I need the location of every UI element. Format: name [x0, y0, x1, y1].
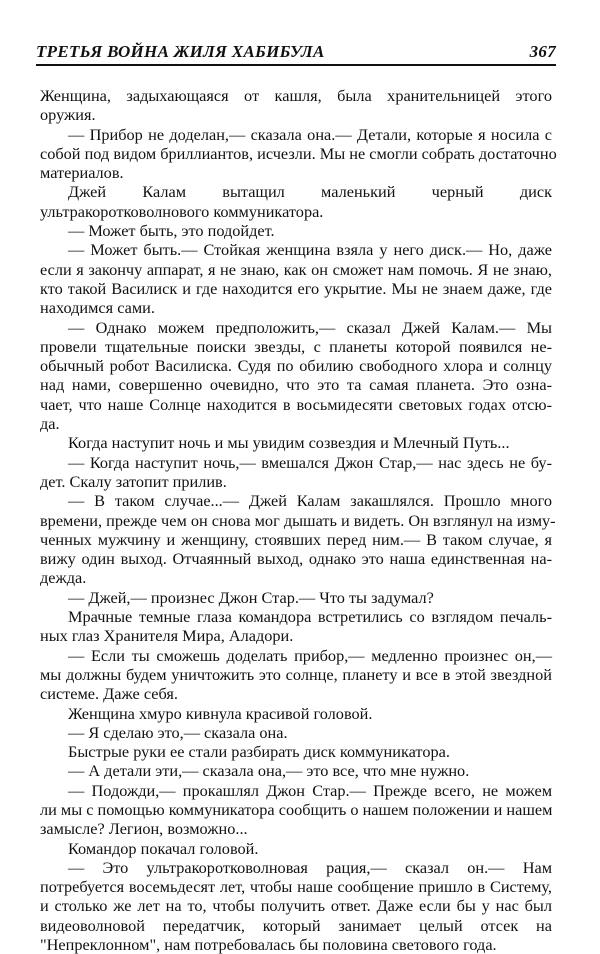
text-line: — Джей,— произнес Джон Стар.— Что ты задумал?	[68, 587, 434, 607]
text-line: ных глаз Хранителя Мира, Аладори.	[40, 626, 294, 646]
text-line: времени, прежде чем он снова мог дышать и видеть. Он взглянул на изму-	[40, 510, 556, 530]
text-line: — Прибор не доделан,— сказала она.— Детали, которые я носила с	[68, 124, 552, 144]
text-line: Мрачные темные глаза командора встретились со взглядом печаль-	[68, 607, 552, 627]
text-line: и столько же лет на то, чтобы получить ответ. Даже если бы у нас был	[40, 896, 552, 916]
text-line: находимся сами.	[40, 298, 155, 318]
text-line: системе. Даже себя.	[40, 684, 178, 704]
text-line: Женщина хмуро кивнула красивой головой.	[68, 703, 373, 723]
text-line: Быстрые руки ее стали разбирать диск коммуникатора.	[68, 742, 450, 762]
text-line: Когда наступит ночь и мы увидим созвездия и Млечный Путь...	[68, 433, 510, 453]
text-line: да.	[40, 414, 60, 434]
text-line: — В таком случае...— Джей Калам закашлялся. Прошло много	[68, 491, 552, 511]
text-line: — Может быть, это подойдет.	[68, 221, 275, 241]
text-line: — Это ультракоротковолновая рация,— сказал он.— Нам	[68, 857, 552, 877]
text-line: — Однако можем предположить,— сказал Джей Калам.— Мы	[68, 317, 552, 337]
text-line: "Непреклонном", нам потребовалась бы половина светового года.	[40, 935, 497, 954]
text-line: вижу один выход. Отчаянный выход, однако это наша единственная на-	[40, 549, 552, 569]
text-line: — Я сделаю это,— сказала она.	[68, 722, 288, 742]
text-line: — Если ты сможешь доделать прибор,— медленно произнес он,—	[68, 645, 552, 665]
text-line: видеоволновой передатчик, который занимает целый отсек на	[40, 915, 552, 935]
header-rule	[36, 64, 556, 66]
text-line: мы должны будем уничтожить это солнце, планету и все в этой звездной	[40, 664, 552, 684]
text-line: замысле? Легион, возможно...	[40, 819, 248, 839]
text-line: материалов.	[40, 163, 124, 183]
text-line: обычный робот Василиска. Судя по обилию свободного хлора и солнцу	[40, 356, 552, 376]
text-line: — Подожди,— прокашлял Джон Стар.— Прежде всего, не можем	[68, 780, 552, 800]
text-line: собой под видом бриллиантов, исчезли. Мы не смогли собрать достаточно	[40, 143, 557, 163]
text-line: над нами, совершенно очевидно, что это та самая планета. Это озна-	[40, 375, 552, 395]
text-line: ченных мужчину и женщину, стоявших перед ним.— В таком случае, я	[40, 529, 552, 549]
text-line: — А детали эти,— сказала она,— это все, что мне нужно.	[68, 761, 470, 781]
page-text	[40, 86, 557, 954]
text-line: если я закончу аппарат, я не знаю, как он сможет нам помочь. Я не знаю,	[40, 259, 552, 279]
text-line: потребуется восемьдесят лет, чтобы наше сообщение пришло в Систему,	[40, 877, 552, 897]
book-title: ТРЕТЬЯ ВОЙНА ЖИЛЯ ХАБИБУЛА	[36, 42, 325, 61]
text-line: кто такой Василиск и где находится его укрытие. Мы не знаем даже, где	[40, 278, 552, 298]
text-line: Командор покачал головой.	[68, 838, 259, 858]
text-line: ультракоротковолнового коммуникатора.	[40, 201, 324, 221]
text-line: ли мы с помощью коммуникатора сообщить о нашем положении и нашем	[40, 799, 553, 819]
page-number: 367	[529, 42, 556, 61]
text-line: Джей Калам вытащил маленький черный диск	[68, 182, 552, 202]
text-line: Женщина, задыхающаяся от кашля, была хранительницей этого	[40, 86, 552, 105]
text-line: дет. Скалу затопит прилив.	[40, 471, 227, 491]
running-head	[36, 40, 556, 62]
text-line: — Может быть.— Стойкая женщина взяла у него диск.— Но, даже	[68, 240, 552, 260]
text-line: дежда.	[40, 568, 87, 588]
text-line: — Когда наступит ночь,— вмешался Джон Стар,— нас здесь не бу-	[68, 452, 552, 472]
text-line: провели тщательные поиски звезды, с планеты которой появился не-	[40, 336, 552, 356]
text-line: чает, что наше Солнце находится в восьмидесяти световых годах отсю-	[40, 394, 552, 414]
text-line: оружия.	[40, 105, 96, 125]
